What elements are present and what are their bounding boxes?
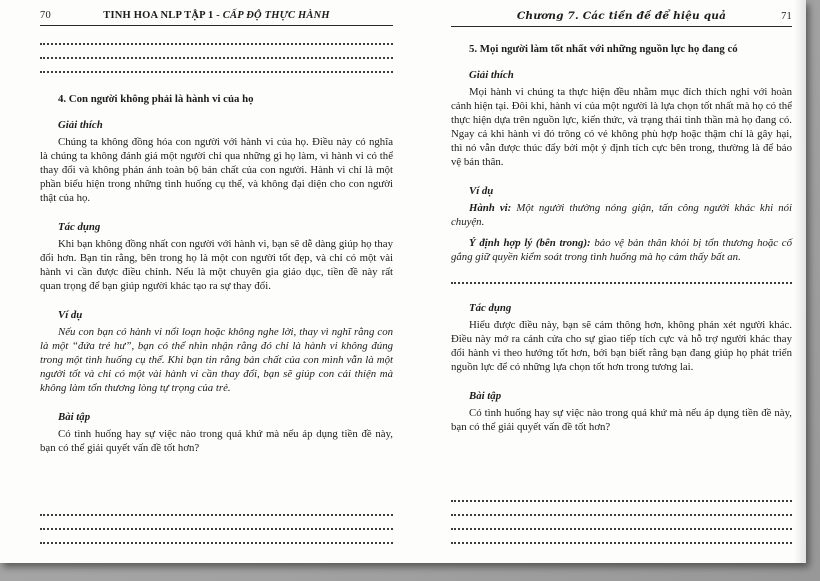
subheading-exercise: Bài tập xyxy=(469,390,502,402)
paragraph-explanation: Chúng ta không đồng hóa con người với hành vi của họ. Điều này có nghĩa là chúng ta không đánh giá một người chỉ qua những gì họ làm, vì hành vi có thể thay đổi và không phản ánh toàn bộ bản chất của con người. Hành vi chỉ là một phần biểu hiện trong những tình huống cụ thể, và không đại diện cho con người thật của họ. xyxy=(40,136,393,204)
dotted-line xyxy=(451,533,792,544)
dotted-line xyxy=(40,519,393,530)
answer-lines-bottom xyxy=(451,491,792,563)
left-page-number: 70 xyxy=(40,10,51,21)
paragraph-explanation: Mọi hành vi chúng ta thực hiện đều nhằm mục đích thích nghi với hoàn cảnh hiện tại. Đôi khi, hành vi của một người là lựa chọn tốt nhất mà họ có thể thực hiện dựa trên nguồn lực, kiến thức, và trạng thái tinh thần mà họ đang có. Ngay cả khi hành vi đó trông có vẻ không phù hợp hoặc thậm chí là gây hại, thì nó vẫn được thúc đẩy bởi một ý định tích cực bên trong, thường là để bảo vệ bản thân. xyxy=(451,86,792,168)
dotted-line xyxy=(451,273,792,284)
paragraph-effect: Hiểu được điều này, bạn sẽ cảm thông hơn, không phán xét người khác. Điều này mở ra cánh cửa cho sự giao tiếp tích cực và hỗ trợ người khác thay đổi hành vi theo hướng tốt hơn, bởi bạn biết rằng bạn đang giúp họ phát triển nguồn lực để có những lựa chọn tốt hơn trong tương lai. xyxy=(451,319,792,373)
subheading-example: Ví dụ xyxy=(58,309,83,321)
running-title xyxy=(66,10,367,21)
page-left xyxy=(0,0,403,563)
dotted-line xyxy=(451,491,792,502)
section-heading: 4. Con người không phải là hành vi của họ xyxy=(58,93,254,105)
dotted-line xyxy=(40,48,393,59)
example-behavior-text: Một người thường nóng giận, tấn công người khác khi nói chuyện. xyxy=(451,202,792,228)
subheading-effect: Tác dụng xyxy=(469,302,512,314)
paragraph-exercise: Có tình huống hay sự việc nào trong quá khứ mà nếu áp dụng tiền đề này, bạn có thể giải quyết vấn đề tốt hơn? xyxy=(451,407,792,433)
paragraph-exercise: Có tình huống hay sự việc nào trong quá khứ mà nếu áp dụng tiền đề này, bạn có thể giải quyết vấn đề tốt hơn? xyxy=(40,428,393,454)
example-intent-label: Ý định hợp lý (bên trong): xyxy=(469,237,591,249)
book-subtitle: - CẤP ĐỘ THỰC HÀNH xyxy=(216,10,330,21)
subheading-explanation: Giải thích xyxy=(469,69,514,81)
chapter-running-title: Chương 7. Các tiền đề để hiệu quả xyxy=(516,10,727,22)
dotted-line xyxy=(40,505,393,516)
page-right xyxy=(403,0,806,563)
dotted-line xyxy=(40,533,393,544)
left-page-header xyxy=(40,10,393,26)
answer-lines-top xyxy=(40,34,393,76)
paragraph-example-intent xyxy=(451,236,792,264)
right-page-header xyxy=(451,10,792,27)
subheading-exercise: Bài tập xyxy=(58,411,91,423)
dotted-line xyxy=(451,505,792,516)
paragraph-example-behavior xyxy=(451,201,792,229)
paragraph-effect: Khi bạn không đồng nhất con người với hành vi, bạn sẽ dễ dàng giúp họ thay đổi hơn. Bạn tin rằng, bên trong họ là một con người tốt đẹp, và chỉ có một vài hành vi cần được điều chỉnh. Nếu là một chuyên gia giáo dục, tiền đề này rất quan trọng để bạn giúp người khác tạo ra sự thay đổi. xyxy=(40,238,393,292)
book-title: TINH HOA NLP TẬP 1 xyxy=(103,10,214,21)
answer-lines-middle xyxy=(451,273,792,287)
section-heading: 5. Mọi người làm tốt nhất với những nguồn lực họ đang có xyxy=(469,43,738,55)
example-intent-text: bảo vệ bản thân khỏi bị tổn thương hoặc cố gắng giữ quyền kiểm soát trong tình huống mà họ cảm thấy bất an. xyxy=(451,237,792,263)
dotted-line xyxy=(451,519,792,530)
dotted-line xyxy=(40,62,393,73)
paragraph-example: Nếu con bạn có hành vi nổi loạn hoặc không nghe lời, thay vì nghĩ rằng con là một “đứa trẻ hư”, bạn có thể nhìn nhận rằng đó chỉ là hành vi không đúng trong một tình huống cụ thể. Khi bạn tin rằng bản chất của con mình vẫn là một người tốt và chỉ có một vài hành vi cần thay đổi, bạn sẽ giúp con cải thiện mà không làm tổn thương lòng tự trọng của trẻ. xyxy=(40,326,393,394)
subheading-explanation: Giải thích xyxy=(58,119,103,131)
subheading-example: Ví dụ xyxy=(469,185,494,197)
answer-lines-bottom xyxy=(40,505,393,563)
subheading-effect: Tác dụng xyxy=(58,221,101,233)
dotted-line xyxy=(40,34,393,45)
right-page-number: 71 xyxy=(781,11,792,22)
example-behavior-label: Hành vi: xyxy=(469,202,512,214)
